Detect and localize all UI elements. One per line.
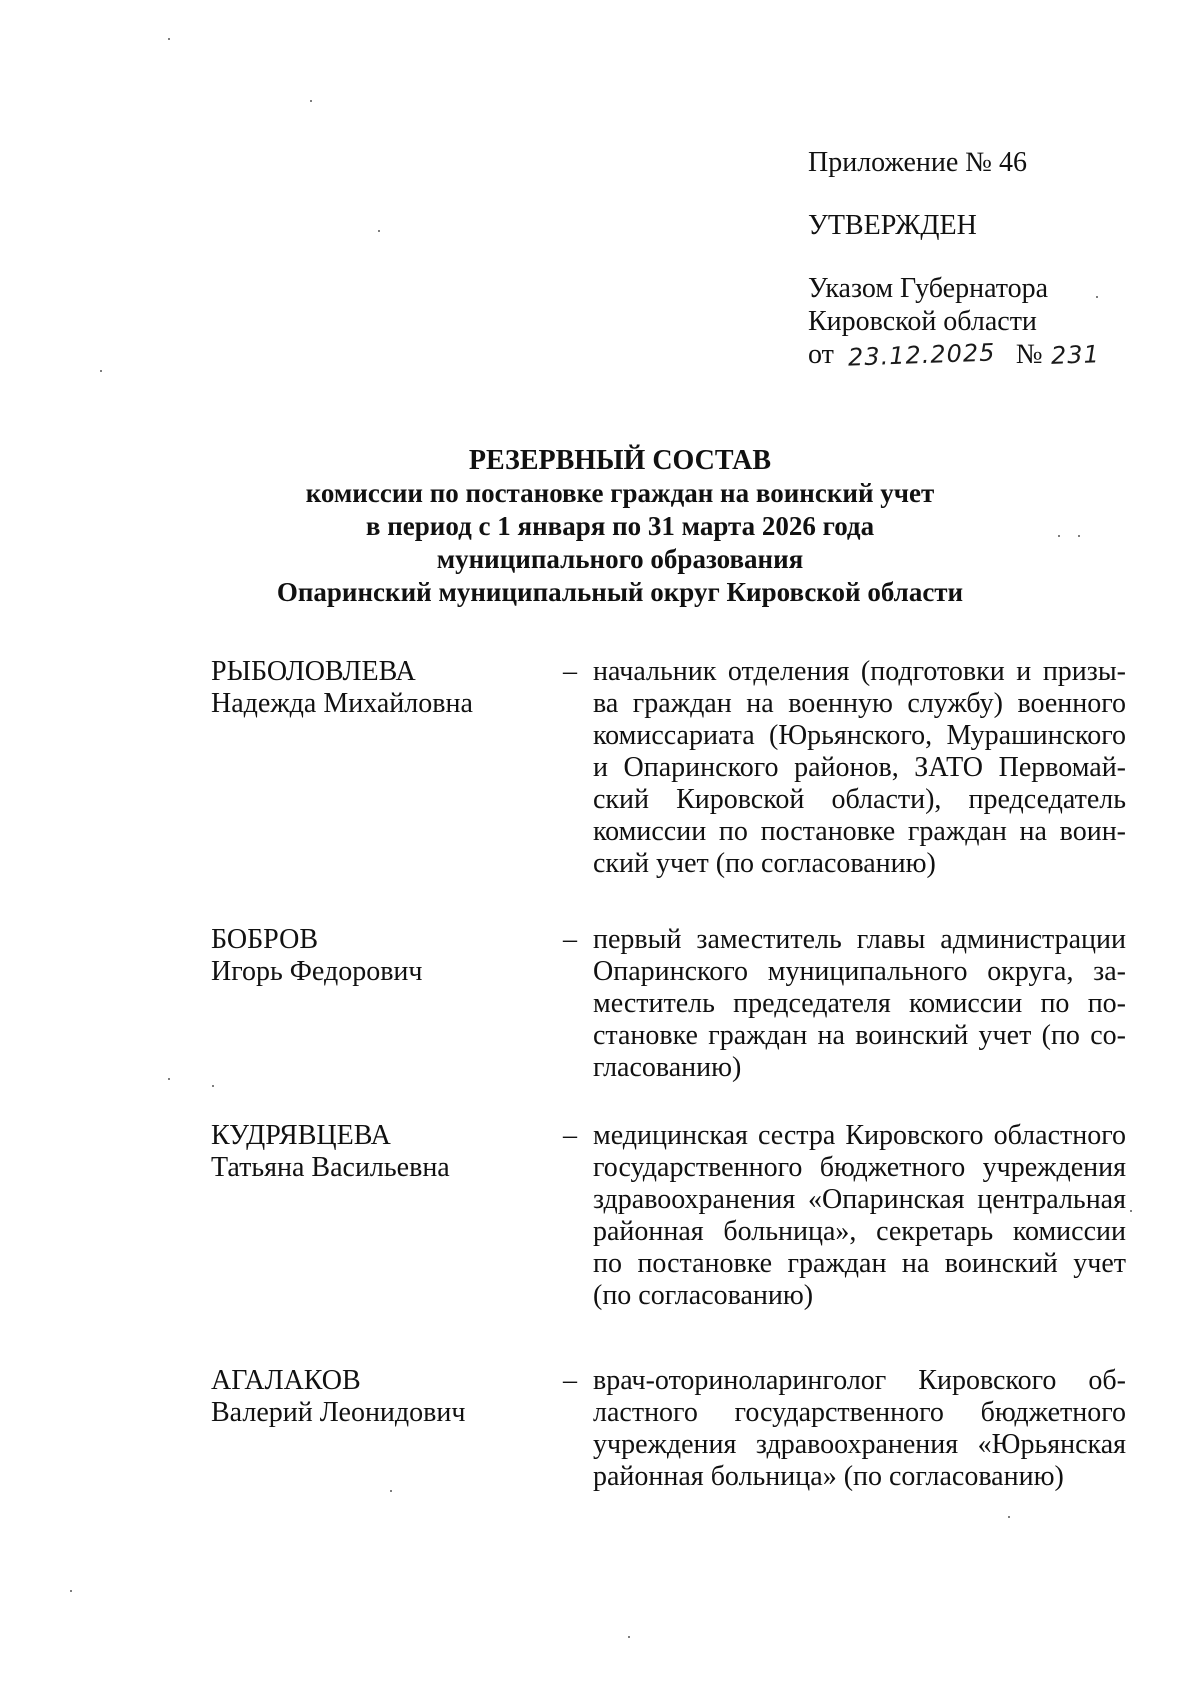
role-line: комиссии по постановке граждан на воин- — [593, 816, 1126, 847]
role-line: становке граждан на воинский учет (по со- — [593, 1020, 1126, 1051]
member-given-names: Игорь Федорович — [211, 956, 423, 987]
member-surname: РЫБОЛОВЛЕВА — [211, 656, 416, 687]
scan-speck — [100, 370, 102, 372]
member-name — [211, 924, 541, 988]
appendix-number: Приложение № 46 — [808, 147, 1027, 178]
role-line: первый заместитель главы администрации — [593, 924, 1126, 955]
decree-line-2: Кировской области — [808, 306, 1037, 337]
heading-line-3: в период с 1 января по 31 марта 2026 года — [365, 511, 875, 541]
role-line: районная больница» (по согласованию) — [593, 1461, 1064, 1492]
scan-speck — [310, 100, 312, 102]
role-line: учреждения здравоохранения «Юрьянская — [593, 1429, 1126, 1460]
scan-speck — [70, 1590, 72, 1592]
scan-speck — [1008, 1516, 1010, 1518]
role-line: гласованию) — [593, 1052, 742, 1083]
role-line: медицинская сестра Кировского областного — [593, 1120, 1126, 1151]
role-line: (по согласованию) — [593, 1280, 814, 1311]
approved-label: УТВЕРЖДЕН — [808, 210, 977, 241]
member-surname: БОБРОВ — [211, 924, 318, 955]
member-role — [593, 924, 1126, 1084]
scan-speck — [378, 230, 380, 232]
decree-date-line — [808, 338, 1168, 372]
member-given-names: Надежда Михайловна — [211, 688, 473, 719]
role-line: комиссариата (Юрьянского, Мурашинского — [593, 720, 1126, 751]
scan-speck — [168, 38, 170, 40]
scan-speck — [390, 1490, 392, 1492]
role-line: государственного бюджетного учреждения — [593, 1152, 1126, 1183]
role-line: начальник отделения (подготовки и призы- — [593, 656, 1126, 687]
handwritten-number: 231 — [1050, 340, 1100, 370]
number-label: № — [1015, 339, 1043, 370]
document-heading — [150, 444, 1090, 609]
dash: – — [563, 1120, 577, 1151]
scan-speck — [1078, 535, 1080, 537]
heading-line-2: комиссии по постановке граждан на воинский учет — [305, 478, 935, 508]
role-line: районная больница», секретарь комиссии — [593, 1216, 1126, 1247]
role-line: и Опаринского районов, ЗАТО Первомай- — [593, 752, 1126, 783]
heading-line-4: муниципального образования — [436, 544, 804, 574]
heading-title: РЕЗЕРВНЫЙ СОСТАВ — [468, 445, 772, 476]
member-name — [211, 1365, 541, 1429]
member-surname: КУДРЯВЦЕВА — [211, 1120, 391, 1151]
role-line: здравоохранения «Опаринская центральная — [593, 1184, 1126, 1215]
date-prefix: от — [808, 339, 834, 370]
scan-speck — [212, 1085, 214, 1087]
handwritten-date: 23.12.2025 — [847, 338, 996, 372]
scan-speck — [1058, 535, 1060, 537]
member-role — [593, 656, 1126, 880]
heading-line-5: Опаринский муниципальный округ Кировской области — [276, 577, 964, 607]
member-role — [593, 1120, 1126, 1312]
member-surname: АГАЛАКОВ — [211, 1365, 361, 1396]
member-name — [211, 656, 541, 720]
scan-speck — [628, 1636, 630, 1638]
scan-speck — [1130, 1210, 1132, 1212]
dash: – — [563, 924, 577, 955]
dash: – — [563, 656, 577, 687]
role-line: ластного государственного бюджетного — [593, 1397, 1126, 1428]
role-line: ва граждан на военную службу) военного — [593, 688, 1126, 719]
member-given-names: Валерий Леонидович — [211, 1397, 466, 1428]
role-line: ский Кировской области), председатель — [593, 784, 1126, 815]
dash: – — [563, 1365, 577, 1396]
role-line: ский учет (по согласованию) — [593, 848, 936, 879]
role-line: врач-оториноларинголог Кировского об- — [593, 1365, 1126, 1396]
role-line: Опаринского муниципального округа, за- — [593, 956, 1126, 987]
member-given-names: Татьяна Васильевна — [211, 1152, 450, 1183]
decree-line-1: Указом Губернатора — [808, 273, 1049, 304]
scan-speck — [1096, 296, 1098, 298]
member-name — [211, 1120, 541, 1184]
scan-speck — [168, 1078, 170, 1080]
role-line: по постановке граждан на воинский учет — [593, 1248, 1126, 1279]
role-line: меститель председателя комиссии по по- — [593, 988, 1126, 1019]
approval-block — [808, 146, 1168, 372]
member-role — [593, 1365, 1126, 1493]
